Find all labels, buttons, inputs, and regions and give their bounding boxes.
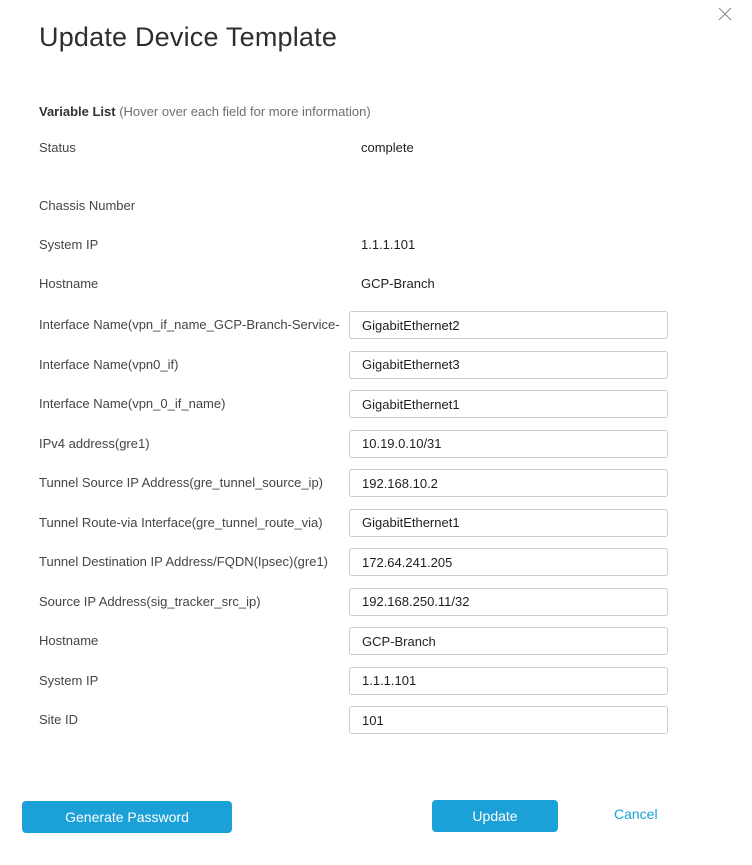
variable-list-hint: (Hover over each field for more information) bbox=[119, 104, 371, 119]
variable-row-input bbox=[39, 390, 752, 418]
row-label: System IP bbox=[39, 237, 99, 252]
static-rows-section bbox=[39, 140, 752, 292]
variable-row-input bbox=[39, 667, 752, 695]
row-label: Interface Name(vpn_0_if_name) bbox=[39, 396, 226, 411]
row-label: Hostname bbox=[39, 633, 99, 648]
variable-list-label: Variable List bbox=[39, 104, 116, 119]
variable-row-static bbox=[39, 198, 752, 214]
variable-row-static bbox=[39, 140, 752, 156]
generate-password-button[interactable]: Generate Password bbox=[22, 801, 232, 833]
variable-row-input bbox=[39, 351, 752, 379]
row-value-input[interactable] bbox=[349, 627, 668, 655]
row-value-input[interactable] bbox=[349, 667, 668, 695]
row-label: Tunnel Route-via Interface(gre_tunnel_route_via) bbox=[39, 514, 323, 530]
row-value: complete bbox=[361, 140, 414, 155]
row-value-input[interactable] bbox=[349, 588, 668, 616]
variable-row-input bbox=[39, 430, 752, 458]
close-icon bbox=[718, 7, 732, 21]
row-label: System IP bbox=[39, 672, 99, 688]
variable-row-input bbox=[39, 706, 752, 734]
row-value-input[interactable] bbox=[349, 548, 668, 576]
variable-row-static bbox=[39, 237, 752, 253]
page-title: Update Device Template bbox=[39, 22, 338, 52]
row-label: Interface Name(vpn0_if) bbox=[39, 356, 179, 372]
variable-row-input bbox=[39, 469, 752, 497]
row-value: 1.1.1.101 bbox=[361, 237, 416, 252]
row-value-input[interactable] bbox=[349, 390, 668, 418]
row-label: Interface Name(vpn_if_name_GCP-Branch-Service- bbox=[39, 317, 340, 332]
variable-row-static bbox=[39, 276, 752, 292]
row-label: Tunnel Destination IP Address/FQDN(Ipsec)(gre1) bbox=[39, 554, 329, 569]
row-label: Site ID bbox=[39, 712, 79, 727]
row-value-input[interactable] bbox=[349, 430, 668, 458]
variable-row-input bbox=[39, 548, 752, 576]
variable-row-input bbox=[39, 311, 752, 339]
row-value bbox=[349, 198, 361, 214]
variable-row-input bbox=[39, 627, 752, 655]
row-label: Source IP Address(sig_tracker_src_ip) bbox=[39, 593, 261, 609]
row-label: Tunnel Source IP Address(gre_tunnel_source_ip) bbox=[39, 475, 324, 490]
row-value-input[interactable] bbox=[349, 311, 668, 339]
row-value-input[interactable] bbox=[349, 706, 668, 734]
close-button[interactable] bbox=[716, 5, 734, 23]
cancel-button[interactable]: Cancel bbox=[614, 806, 658, 822]
variable-row-input bbox=[39, 509, 752, 537]
row-value-input[interactable] bbox=[349, 351, 668, 379]
row-label: Hostname bbox=[39, 276, 99, 291]
row-value-input[interactable] bbox=[349, 509, 668, 537]
row-label: IPv4 address(gre1) bbox=[39, 435, 150, 451]
variable-list-heading bbox=[39, 104, 752, 120]
input-rows-section bbox=[39, 311, 752, 734]
variable-row-input bbox=[39, 588, 752, 616]
row-value-input[interactable] bbox=[349, 469, 668, 497]
row-label: Status bbox=[39, 140, 76, 155]
row-label: Chassis Number bbox=[39, 198, 136, 213]
row-value: GCP-Branch bbox=[361, 276, 435, 291]
update-button[interactable]: Update bbox=[432, 800, 558, 832]
